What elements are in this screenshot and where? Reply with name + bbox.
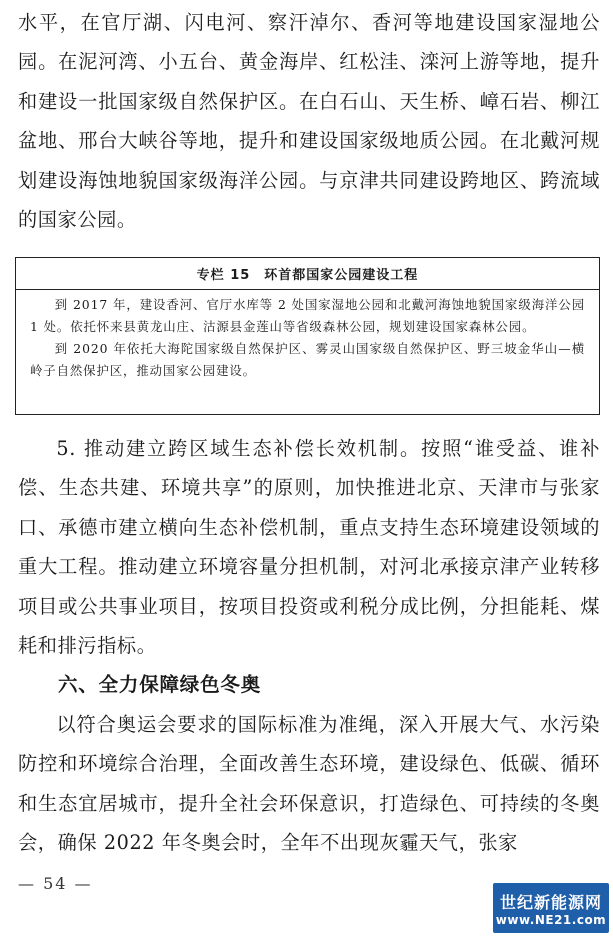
page-number: — 54 —	[18, 874, 93, 893]
section-6-paragraph: 以符合奥运会要求的国际标准为准绳，深入开展大气、水污染防控和环境综合治理，全面改善生态环境，建设绿色、低碳、循环和生态宜居城市，提升全社会环保意识，打造绿色、可持续的冬奥会，确保 2022 年冬奥会时，全年不出现灰霾天气，张家	[18, 713, 600, 855]
section-5-paragraph: 5. 推动建立跨区域生态补偿长效机制。按照“谁受益、谁补偿、生态共建、环境共享”的原则，加快推进北京、天津市与张家口、承德市建立横向生态补偿机制，重点支持生态环境建设领域的重大工程。推动建立环境容量分担机制，对河北承接京津产业转移项目或公共事业项目，按项目投资或利税分成比例，分担能耗、煤耗和排污指标。	[18, 437, 600, 658]
watermark-title: 世纪新能源网	[499, 892, 602, 912]
section-6-heading: 六、全力保障绿色冬奥	[58, 673, 262, 696]
feature-box-body	[16, 290, 599, 382]
feature-box	[15, 257, 600, 415]
body-paragraph-top: 水平，在官厅湖、闪电河、察汗淖尔、香河等地建设国家湿地公园。在泥河湾、小五台、黄金海岸、红松洼、滦河上游等地，提升和建设一批国家级自然保护区。在白石山、天生桥、嶂石岩、柳江盆地、邢台大峡谷等地，提升和建设国家级地质公园。在北戴河规划建设海蚀地貌国家级海洋公园。与京津共同建设跨地区、跨流域的国家公园。	[18, 11, 600, 232]
feature-box-label: 专栏 15	[196, 268, 251, 283]
feature-box-paragraph: 到 2020 年依托大海陀国家级自然保护区、雾灵山国家级自然保护区、野三坡金华山—横岭子自然保护区，推动国家公园建设。	[30, 341, 585, 378]
site-watermark-logo	[493, 883, 609, 933]
watermark-url: www.NE21.com	[495, 912, 607, 927]
feature-box-header	[16, 258, 599, 290]
feature-box-paragraph: 到 2017 年，建设香河、官厅水库等 2 处国家湿地公园和北戴河海蚀地貌国家级海洋公园 1 处。依托怀来县黄龙山庄、沽源县金莲山等省级森林公园，规划建设国家森林公园。	[30, 297, 585, 334]
feature-box-title: 环首都国家公园建设工程	[264, 268, 419, 283]
